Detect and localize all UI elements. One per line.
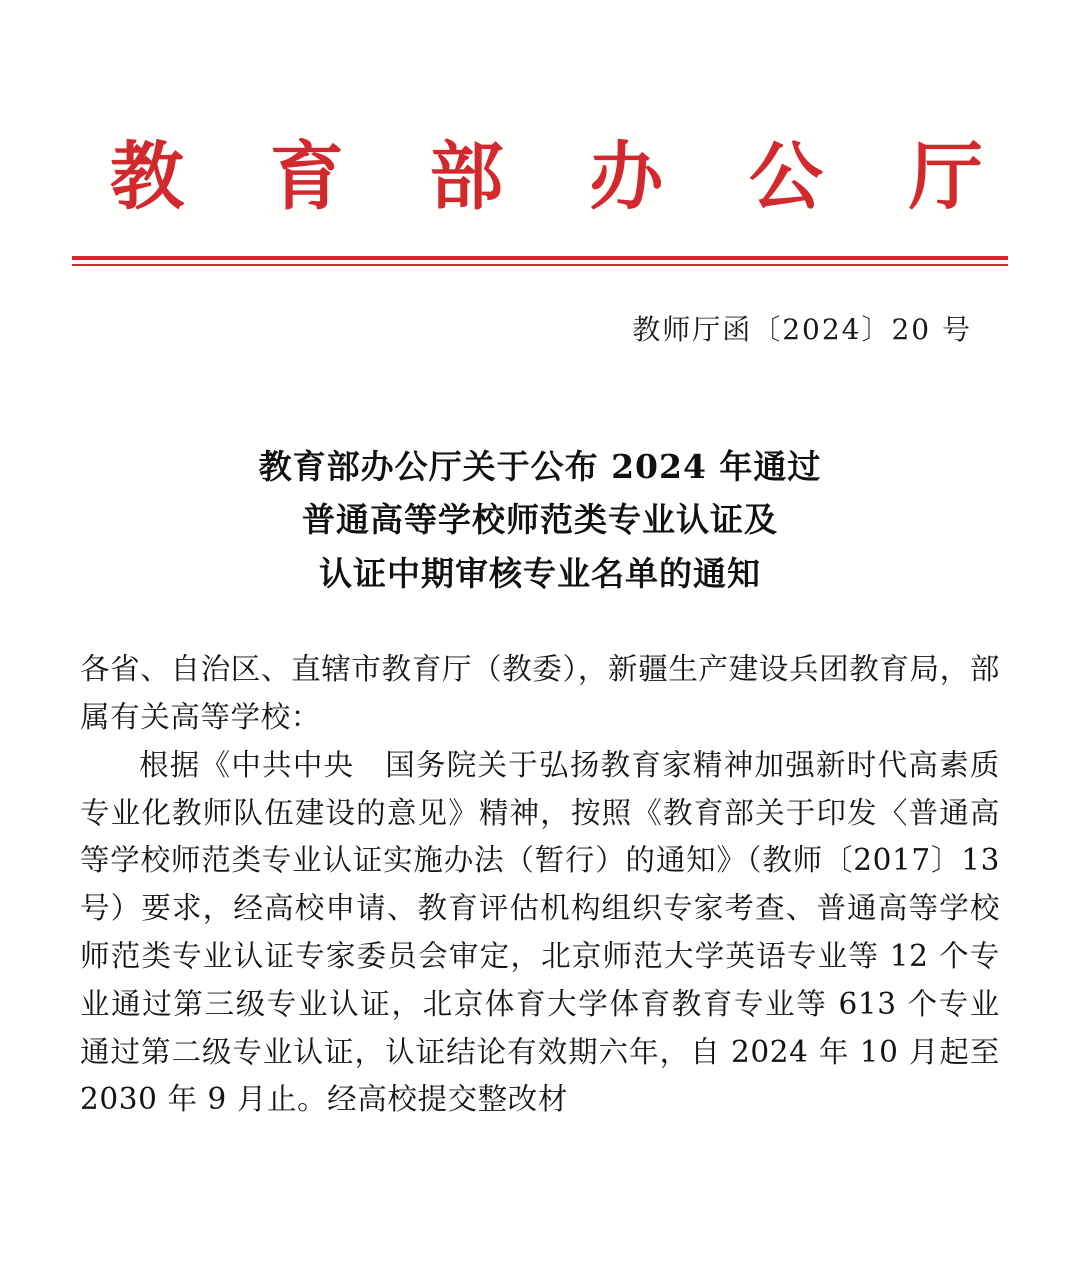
title-line-2: 普通高等学校师范类专业认证及 <box>302 500 778 540</box>
issuing-organization-title: 教 育 部 办 公 厅 <box>110 134 1013 220</box>
masthead <box>80 0 1013 266</box>
body-paragraph-1: 根据《中共中央 国务院关于弘扬教育家精神加强新时代高素质专业化教师队伍建设的意见》精神，按照《教育部关于印发〈普通高等学校师范类专业认证实施办法（暂行）的通知》（教师〔2017〕13 号）要求，经高校申请、教育评估机构组织专家考查、普通高等学校师范类专业认证专家委员会审定，北京师范大学英语专业等 12 个专业通过第三级专业认证，北京体育大学体育教育专业等 613 个专业通过第二级专业认证，认证结论有效期六年，自 2024 年 10 月起至 2030 年 9 月止。经高校提交整改材 <box>80 747 1000 1117</box>
divider-thin-line <box>72 264 1008 266</box>
document-title <box>80 440 1000 600</box>
title-line-3: 认证中期审核专业名单的通知 <box>319 553 761 593</box>
salutation-paragraph: 各省、自治区、直辖市教育厅（教委），新疆生产建设兵团教育局，部属有关高等学校： <box>80 652 1000 735</box>
document-body <box>80 646 1000 1124</box>
masthead-divider <box>72 256 1008 266</box>
document-number: 教师厅函〔2024〕20 号 <box>632 313 972 346</box>
title-line-1: 教育部办公厅关于公布 2024 年通过 <box>258 447 822 486</box>
